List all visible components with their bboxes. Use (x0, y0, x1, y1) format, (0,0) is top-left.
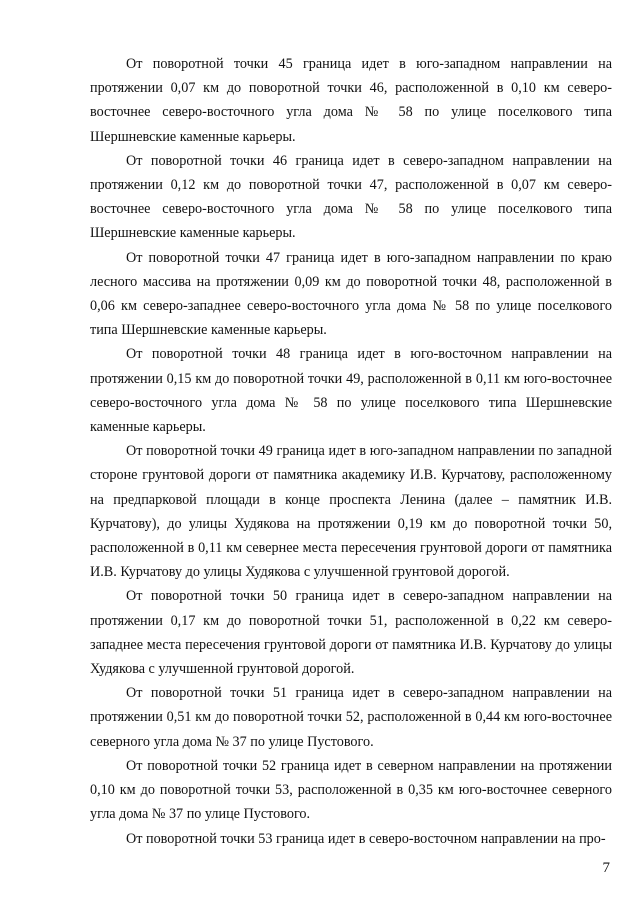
paragraph-point-47: От поворотной точки 47 граница идет в юго-западном направлении по краю лесного массива на протяжении 0,09 км до поворотной точки 48, расположенной в 0,06 км северо-западнее северо-восточного угла дома № 58 по улице поселкового типа Шершневские каменные карьеры. (90, 249, 612, 339)
page-number: 7 (602, 860, 610, 876)
paragraph-point-51: От поворотной точки 51 граница идет в северо-западном направлении на протяжении 0,51 км до поворотной точки 52, расположенной в 0,44 км юго-восточнее северного угла дома № 37 по улице Пустового. (90, 685, 612, 750)
paragraph-point-49: От поворотной точки 49 граница идет в юго-западном направлении по западной стороне грунтовой дороги от памятника академику И.В. Курчатову, расположенному на предпарковой площади в конце проспекта Ленина (далее – памятник И.В. Курчатову), до улицы Худякова на протяжении 0,19 км до поворотной точки 50, расположенной в 0,11 км севернее места пересечения грунтовой дороги от памятника И.В. Курчатову до улицы Худякова с улучшенной грунтовой дорогой. (90, 443, 612, 581)
document-page (90, 52, 612, 851)
paragraph-point-52: От поворотной точки 52 граница идет в северном направлении на протяжении 0,10 км до поворотной точки 53, расположенной в 0,35 км юго-восточнее северного угла дома № 37 по улице Пустового. (90, 757, 612, 823)
paragraph-point-46: От поворотной точки 46 граница идет в северо-западном направлении на протяжении 0,12 км до поворотной точки 47, расположенной в 0,07 км северо-восточнее северо-восточного угла дома № 58 по улице поселкового типа Шершневские каменные карьеры. (90, 152, 612, 242)
paragraph-point-53: От поворотной точки 53 граница идет в северо-восточном направлении на про- (126, 830, 606, 847)
paragraph-point-45: От поворотной точки 45 граница идет в юго-западном направлении на протяжении 0,07 км до поворотной точки 46, расположенной в 0,10 км северо-восточнее северо-восточного угла дома № 58 по улице поселкового типа Шершневские каменные карьеры. (90, 56, 612, 145)
paragraph-point-50: От поворотной точки 50 граница идет в северо-западном направлении на протяжении 0,17 км до поворотной точки 51, расположенной в 0,22 км северо-западнее места пересечения грунтовой дороги от памятника И.В. Курчатову до улицы Худякова с улучшенной грунтовой дорогой. (90, 588, 612, 678)
paragraph-point-48: От поворотной точки 48 граница идет в юго-восточном направлении на протяжении 0,15 км до поворотной точки 49, расположенной в 0,11 км юго-восточнее северо-восточного угла дома № 58 по улице поселкового типа Шершневские каменные карьеры. (90, 346, 612, 436)
